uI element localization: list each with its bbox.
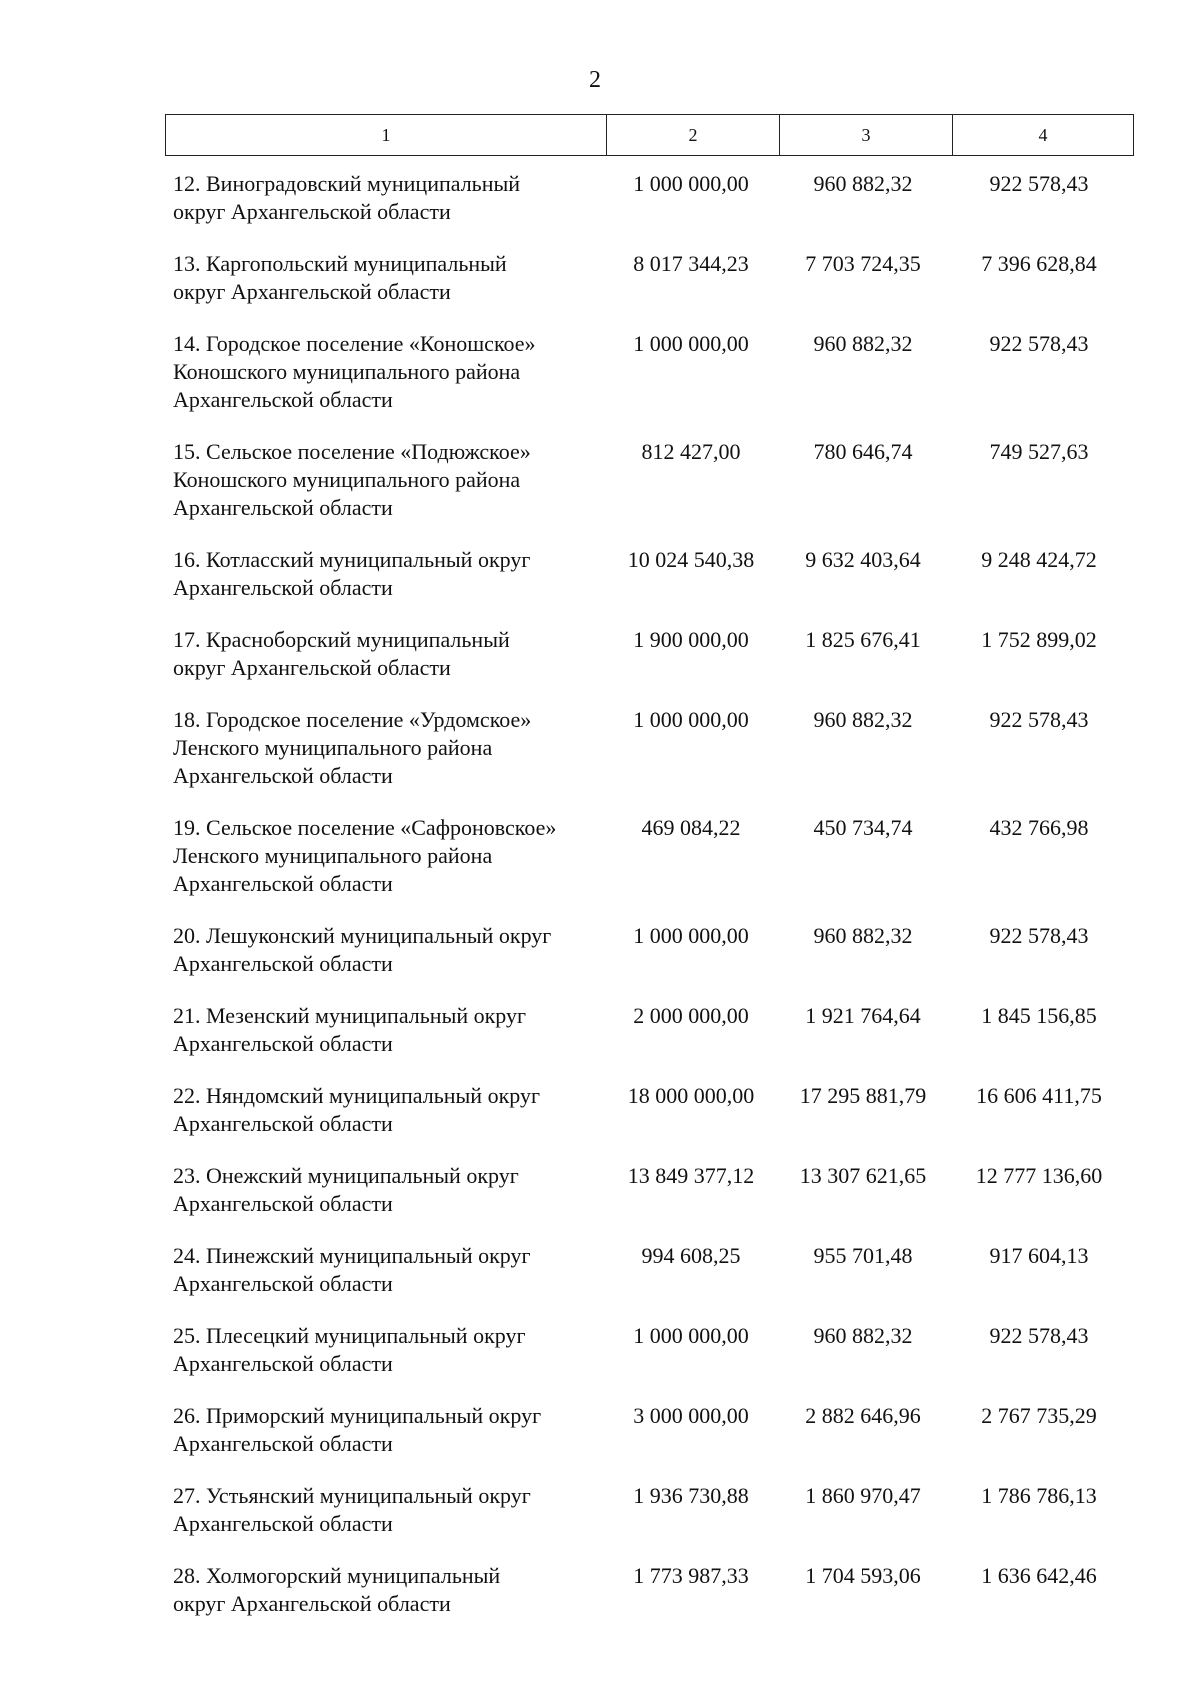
table-row [165,438,1129,522]
amount-col-2: 2 000 000,00 [633,1003,749,1028]
amount-col-2: 8 017 344,23 [633,251,749,276]
column-header-4: 4 [953,115,1134,156]
amount-col-4: 16 606 411,75 [976,1083,1102,1108]
amount-col-2: 1 000 000,00 [633,923,749,948]
municipality-name: 27. Устьянский муниципальный округ Архангельской области [173,1483,531,1536]
amount-col-2: 994 608,25 [641,1243,741,1268]
amount-col-4: 1 752 899,02 [981,627,1097,652]
amount-col-3: 450 734,74 [813,815,913,840]
municipality-name: 13. Каргопольский муниципальный округ Архангельской области [173,251,507,304]
municipality-name: 17. Красноборский муниципальный округ Архангельской области [173,627,510,680]
amount-col-4: 432 766,98 [989,815,1089,840]
amount-col-2: 1 936 730,88 [633,1483,749,1508]
municipality-name: 26. Приморский муниципальный округ Архангельской области [173,1403,542,1456]
amount-col-2: 10 024 540,38 [627,547,755,572]
amount-col-4: 922 578,43 [989,923,1089,948]
column-header-1: 1 [166,115,607,156]
municipality-name: 15. Сельское поселение «Подюжское» Коношского муниципального района Архангельской области [173,439,531,520]
amount-col-3: 1 860 970,47 [805,1483,921,1508]
amount-col-3: 960 882,32 [813,707,913,732]
amount-col-3: 1 825 676,41 [805,627,921,652]
table-row [165,250,1129,306]
amount-col-4: 12 777 136,60 [975,1163,1103,1188]
table-row [165,330,1129,414]
amount-col-2: 1 000 000,00 [633,331,749,356]
amount-col-3: 13 307 621,65 [799,1163,927,1188]
column-header-2: 2 [607,115,780,156]
table-row [165,626,1129,682]
table-row [165,546,1129,602]
municipality-name: 28. Холмогорский муниципальный округ Архангельской области [173,1563,501,1616]
amount-col-3: 960 882,32 [813,1323,913,1348]
municipality-name: 19. Сельское поселение «Сафроновское» Ленского муниципального района Архангельской области [173,815,557,896]
amount-col-3: 960 882,32 [813,923,913,948]
municipality-name: 23. Онежский муниципальный округ Архангельской области [173,1163,519,1216]
amount-col-4: 749 527,63 [989,439,1089,464]
amount-col-2: 812 427,00 [641,439,741,464]
amount-col-4: 1 786 786,13 [981,1483,1097,1508]
amount-col-3: 7 703 724,35 [805,251,921,276]
amount-col-4: 1 845 156,85 [981,1003,1097,1028]
amount-col-2: 1 000 000,00 [633,1323,749,1348]
table-row [165,814,1129,898]
amount-col-2: 3 000 000,00 [633,1403,749,1428]
amount-col-3: 960 882,32 [813,171,913,196]
page-number: 2 [589,67,601,93]
municipality-name: 12. Виноградовский муниципальный округ Архангельской области [173,171,521,224]
amount-col-4: 922 578,43 [989,1323,1089,1348]
amount-col-2: 18 000 000,00 [627,1083,755,1108]
amount-col-3: 955 701,48 [813,1243,913,1268]
municipality-name: 16. Котласский муниципальный округ Архангельской области [173,547,531,600]
amount-col-2: 1 773 987,33 [633,1563,749,1588]
table-body [165,170,1129,1642]
column-header-row [166,115,1134,156]
amount-col-4: 922 578,43 [989,707,1089,732]
amount-col-3: 2 882 646,96 [805,1403,921,1428]
table-row [165,1482,1129,1538]
municipality-name: 22. Няндомский муниципальный округ Архангельской области [173,1083,540,1136]
amount-col-2: 1 000 000,00 [633,171,749,196]
amount-col-2: 469 084,22 [641,815,741,840]
table-row [165,1562,1129,1618]
amount-col-4: 7 396 628,84 [981,251,1097,276]
amount-col-3: 9 632 403,64 [805,547,921,572]
amount-col-4: 9 248 424,72 [981,547,1097,572]
municipality-name: 21. Мезенский муниципальный округ Архангельской области [173,1003,527,1056]
amount-col-4: 922 578,43 [989,171,1089,196]
municipality-name: 25. Плесецкий муниципальный округ Архангельской области [173,1323,526,1376]
column-header-table [165,114,1134,156]
column-header-3: 3 [780,115,953,156]
amount-col-3: 1 704 593,06 [805,1563,921,1588]
amount-col-4: 2 767 735,29 [981,1403,1097,1428]
table-row [165,706,1129,790]
amount-col-4: 917 604,13 [989,1243,1089,1268]
municipality-name: 20. Лешуконский муниципальный округ Архангельской области [173,923,552,976]
table-row [165,170,1129,226]
amount-col-4: 1 636 642,46 [981,1563,1097,1588]
amount-col-3: 1 921 764,64 [805,1003,921,1028]
table-row [165,1242,1129,1298]
amount-col-2: 1 900 000,00 [633,627,749,652]
table-row [165,922,1129,978]
amount-col-3: 780 646,74 [813,439,913,464]
amount-col-3: 17 295 881,79 [799,1083,927,1108]
table-row [165,1402,1129,1458]
municipality-name: 14. Городское поселение «Коношское» Коношского муниципального района Архангельской области [173,331,536,412]
table-row [165,1082,1129,1138]
table-row [165,1002,1129,1058]
amount-col-4: 922 578,43 [989,331,1089,356]
table-row [165,1322,1129,1378]
amount-col-2: 1 000 000,00 [633,707,749,732]
table-row [165,1162,1129,1218]
amount-col-3: 960 882,32 [813,331,913,356]
municipality-name: 18. Городское поселение «Урдомское» Ленского муниципального района Архангельской области [173,707,532,788]
amount-col-2: 13 849 377,12 [627,1163,755,1188]
municipality-name: 24. Пинежский муниципальный округ Архангельской области [173,1243,531,1296]
